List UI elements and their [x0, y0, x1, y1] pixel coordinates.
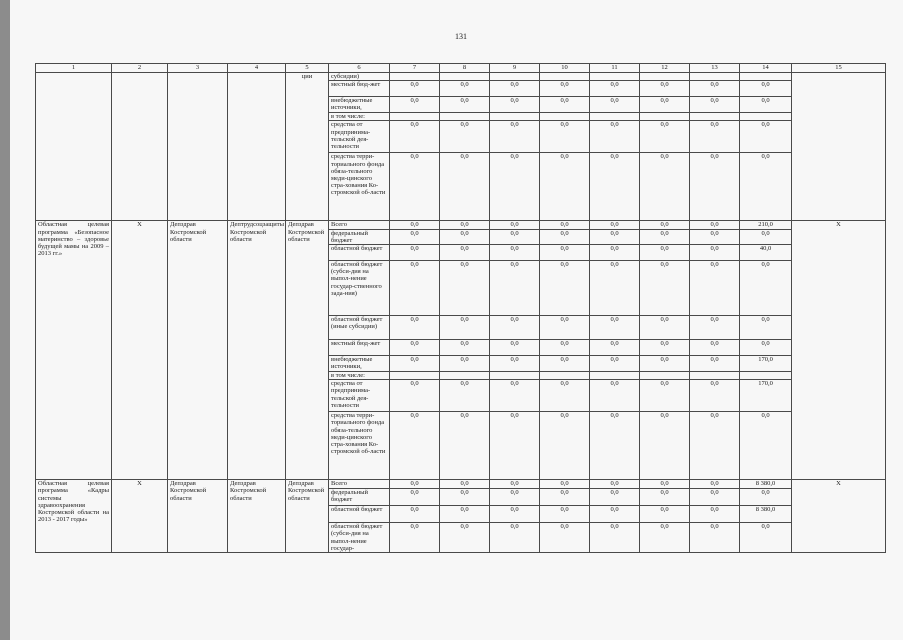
value-cell: 0,0 — [540, 489, 590, 506]
value-cell: 0,0 — [440, 261, 490, 316]
value-cell: 0,0 — [390, 480, 440, 489]
column-header-14: 14 — [740, 64, 792, 73]
value-cell: 0,0 — [440, 523, 490, 553]
funding-source-label: средства терри-ториального фонда обяза-тельного меди-цинского стра-хования Ко-стромской об-ласти — [329, 412, 390, 480]
value-cell: 0,0 — [390, 121, 440, 153]
blank-cell — [228, 73, 286, 221]
value-cell — [440, 372, 490, 380]
column-header-2: 2 — [112, 64, 168, 73]
funding-source-label: федеральный бюджет — [329, 229, 390, 244]
responsible-cell: Депздрав Костромской области — [286, 221, 329, 480]
funding-source-label: федеральный бюджет — [329, 489, 390, 506]
value-cell: 0,0 — [690, 221, 740, 229]
header-row — [36, 64, 886, 73]
value-cell — [690, 73, 740, 81]
funding-source-label: в том числе: — [329, 372, 390, 380]
value-cell: 0,0 — [490, 480, 540, 489]
value-cell: 0,0 — [590, 380, 640, 412]
funding-source-label: средства терри-ториального фонда обяза-тельного меди-цинского стра-хования Ко-стромской об-ласти — [329, 153, 390, 221]
value-cell: 0,0 — [540, 229, 590, 244]
funding-source-label: областной бюджет (субси-дия на выпол-нение государ-ственного зада-ния) — [329, 261, 390, 316]
column-header-8: 8 — [440, 64, 490, 73]
funding-source-label: Всего — [329, 221, 390, 229]
executor-cell: Депздрав Костромской области — [228, 480, 286, 553]
value-cell: 0,0 — [640, 229, 690, 244]
value-cell: 170,0 — [740, 356, 792, 372]
value-cell: 0,0 — [440, 489, 490, 506]
value-cell: 0,0 — [390, 261, 440, 316]
value-cell: 0,0 — [640, 245, 690, 261]
value-cell: 0,0 — [540, 523, 590, 553]
value-cell: 0,0 — [590, 480, 640, 489]
value-cell — [690, 372, 740, 380]
value-cell: 0,0 — [490, 153, 540, 221]
column-header-15: 15 — [792, 64, 886, 73]
column-header-6: 6 — [329, 64, 390, 73]
value-cell: 0,0 — [590, 245, 640, 261]
value-cell — [740, 372, 792, 380]
value-cell: 0,0 — [740, 489, 792, 506]
value-cell: 40,0 — [740, 245, 792, 261]
value-cell: 0,0 — [640, 261, 690, 316]
funding-source-label: областной бюджет (субси-дия на выпол-нение государ- — [329, 523, 390, 553]
value-cell: 0,0 — [440, 245, 490, 261]
value-cell: 0,0 — [440, 340, 490, 356]
value-cell: 0,0 — [390, 153, 440, 221]
value-cell — [640, 113, 690, 121]
value-cell: 0,0 — [590, 229, 640, 244]
value-cell: 0,0 — [540, 97, 590, 113]
value-cell: 0,0 — [390, 245, 440, 261]
value-cell — [590, 372, 640, 380]
value-cell — [540, 113, 590, 121]
value-cell: 0,0 — [440, 81, 490, 97]
value-cell — [640, 73, 690, 81]
value-cell: 0,0 — [390, 489, 440, 506]
value-cell: 0,0 — [440, 97, 490, 113]
value-cell: 0,0 — [740, 316, 792, 340]
value-cell: 0,0 — [740, 523, 792, 553]
column-header-1: 1 — [36, 64, 112, 73]
value-cell: 0,0 — [640, 340, 690, 356]
value-cell: 0,0 — [690, 506, 740, 523]
value-cell: 0,0 — [740, 153, 792, 221]
value-cell: 0,0 — [590, 523, 640, 553]
value-cell: 0,0 — [390, 221, 440, 229]
value-cell: 0,0 — [490, 506, 540, 523]
value-cell: 0,0 — [490, 229, 540, 244]
value-cell: 0,0 — [690, 245, 740, 261]
program-name: Областная целевая программа «Кадры системы здравоохранения Костромской области на 2013 - 2017 годы» — [36, 480, 112, 553]
value-cell: 0,0 — [490, 121, 540, 153]
value-cell — [690, 113, 740, 121]
value-cell: 0,0 — [690, 229, 740, 244]
value-cell: 0,0 — [390, 523, 440, 553]
value-cell: 0,0 — [490, 245, 540, 261]
value-cell: 0,0 — [640, 81, 690, 97]
column-header-3: 3 — [168, 64, 228, 73]
responsible-cell: Депздрав Костромской области — [286, 480, 329, 553]
column-header-11: 11 — [590, 64, 640, 73]
value-cell: 0,0 — [640, 380, 690, 412]
customer-cell: Депздрав Костромской области — [168, 221, 228, 480]
value-cell: 0,0 — [590, 489, 640, 506]
x-mark: Х — [112, 221, 168, 480]
value-cell: 0,0 — [440, 229, 490, 244]
value-cell: 0,0 — [540, 380, 590, 412]
value-cell: 0,0 — [690, 480, 740, 489]
value-cell: 0,0 — [540, 261, 590, 316]
funding-source-label: субсидии) — [329, 73, 390, 81]
value-cell: 0,0 — [640, 153, 690, 221]
value-cell: 0,0 — [590, 81, 640, 97]
value-cell: 0,0 — [740, 229, 792, 244]
value-cell: 0,0 — [590, 121, 640, 153]
value-cell — [390, 372, 440, 380]
value-cell: 0,0 — [490, 221, 540, 229]
value-cell: 0,0 — [390, 316, 440, 340]
value-cell: 0,0 — [640, 480, 690, 489]
value-cell: 0,0 — [640, 356, 690, 372]
document-page — [10, 0, 903, 640]
value-cell: 0,0 — [490, 380, 540, 412]
value-cell — [490, 113, 540, 121]
value-cell: 0,0 — [390, 380, 440, 412]
value-cell: 0,0 — [640, 97, 690, 113]
value-cell — [440, 113, 490, 121]
value-cell: 0,0 — [590, 506, 640, 523]
blank-cell — [168, 73, 228, 221]
value-cell: 0,0 — [690, 81, 740, 97]
value-cell: 0,0 — [540, 480, 590, 489]
x-mark: Х — [792, 221, 886, 480]
value-cell — [590, 73, 640, 81]
funding-source-label: внебюджетные источники, — [329, 356, 390, 372]
funding-source-label: местный бюд-жет — [329, 81, 390, 97]
value-cell: 0,0 — [490, 489, 540, 506]
value-cell — [490, 372, 540, 380]
value-cell: 0,0 — [740, 97, 792, 113]
funding-source-label: Всего — [329, 480, 390, 489]
value-cell: 0,0 — [540, 81, 590, 97]
responsible-cell: ции — [286, 73, 329, 221]
table-row — [36, 73, 886, 81]
funding-source-label: областной бюджет — [329, 506, 390, 523]
value-cell: 0,0 — [490, 412, 540, 480]
value-cell: 0,0 — [390, 340, 440, 356]
column-header-5: 5 — [286, 64, 329, 73]
value-cell: 0,0 — [440, 356, 490, 372]
table-row — [36, 480, 886, 489]
value-cell: 0,0 — [540, 245, 590, 261]
value-cell: 0,0 — [590, 261, 640, 316]
value-cell: 0,0 — [490, 340, 540, 356]
value-cell: 0,0 — [390, 356, 440, 372]
value-cell: 0,0 — [390, 97, 440, 113]
value-cell: 0,0 — [740, 412, 792, 480]
page-number: 131 — [455, 32, 467, 41]
value-cell: 0,0 — [690, 523, 740, 553]
value-cell: 0,0 — [640, 489, 690, 506]
value-cell: 0,0 — [540, 153, 590, 221]
value-cell: 0,0 — [740, 261, 792, 316]
value-cell: 0,0 — [490, 356, 540, 372]
value-cell: 0,0 — [440, 316, 490, 340]
value-cell: 0,0 — [590, 340, 640, 356]
value-cell: 0,0 — [540, 316, 590, 340]
value-cell: 0,0 — [440, 153, 490, 221]
value-cell — [440, 73, 490, 81]
value-cell: 0,0 — [540, 356, 590, 372]
value-cell: 0,0 — [540, 121, 590, 153]
value-cell: 0,0 — [590, 97, 640, 113]
value-cell — [590, 113, 640, 121]
value-cell — [740, 73, 792, 81]
value-cell: 0,0 — [390, 412, 440, 480]
value-cell: 0,0 — [490, 316, 540, 340]
value-cell: 0,0 — [490, 261, 540, 316]
funding-source-label: местный бюд-жет — [329, 340, 390, 356]
budget-table — [35, 63, 886, 553]
value-cell: 0,0 — [440, 221, 490, 229]
value-cell: 0,0 — [590, 316, 640, 340]
value-cell: 8 380,0 — [740, 506, 792, 523]
value-cell: 0,0 — [540, 506, 590, 523]
funding-source-label: в том числе: — [329, 113, 390, 121]
column-header-4: 4 — [228, 64, 286, 73]
customer-cell: Депздрав Костромской области — [168, 480, 228, 553]
column-header-13: 13 — [690, 64, 740, 73]
program-name: Областная целевая программа «Безопасное материнство – здоровье будущей мамы на 2009 – 2013 гг.» — [36, 221, 112, 480]
value-cell: 0,0 — [640, 316, 690, 340]
value-cell: 0,0 — [440, 412, 490, 480]
funding-source-label: областной бюджет — [329, 245, 390, 261]
value-cell: 0,0 — [440, 480, 490, 489]
value-cell: 8 380,0 — [740, 480, 792, 489]
value-cell: 0,0 — [690, 340, 740, 356]
value-cell: 0,0 — [440, 506, 490, 523]
value-cell — [740, 113, 792, 121]
value-cell — [390, 73, 440, 81]
value-cell: 0,0 — [690, 153, 740, 221]
value-cell: 0,0 — [740, 121, 792, 153]
value-cell: 0,0 — [740, 81, 792, 97]
value-cell: 0,0 — [440, 380, 490, 412]
column-header-10: 10 — [540, 64, 590, 73]
value-cell: 0,0 — [640, 506, 690, 523]
value-cell: 170,0 — [740, 380, 792, 412]
value-cell: 0,0 — [490, 523, 540, 553]
column-header-9: 9 — [490, 64, 540, 73]
value-cell: 0,0 — [690, 380, 740, 412]
value-cell: 0,0 — [490, 97, 540, 113]
table-row — [36, 221, 886, 229]
value-cell: 0,0 — [640, 412, 690, 480]
value-cell: 0,0 — [590, 412, 640, 480]
blank-cell — [112, 73, 168, 221]
value-cell: 0,0 — [390, 506, 440, 523]
value-cell: 0,0 — [440, 121, 490, 153]
value-cell: 0,0 — [590, 153, 640, 221]
value-cell: 0,0 — [590, 221, 640, 229]
value-cell — [540, 73, 590, 81]
executor-cell: Дептрудсоцзащиты Костромской области — [228, 221, 286, 480]
value-cell: 0,0 — [390, 81, 440, 97]
value-cell: 0,0 — [540, 221, 590, 229]
funding-source-label: областной бюджет (иные субсидии) — [329, 316, 390, 340]
funding-source-label: внебюджетные источники, — [329, 97, 390, 113]
value-cell: 0,0 — [590, 356, 640, 372]
blank-cell — [792, 73, 886, 221]
column-header-7: 7 — [390, 64, 440, 73]
value-cell: 0,0 — [690, 316, 740, 340]
value-cell: 0,0 — [690, 97, 740, 113]
value-cell: 0,0 — [690, 412, 740, 480]
value-cell: 0,0 — [640, 221, 690, 229]
value-cell — [640, 372, 690, 380]
value-cell — [540, 372, 590, 380]
blank-cell — [36, 73, 112, 221]
value-cell: 0,0 — [690, 261, 740, 316]
value-cell: 0,0 — [390, 229, 440, 244]
value-cell — [490, 73, 540, 81]
funding-source-label: средства от предпринима-тельской дея-тельности — [329, 380, 390, 412]
value-cell: 0,0 — [540, 412, 590, 480]
value-cell: 0,0 — [540, 340, 590, 356]
funding-source-label: средства от предпринима-тельской дея-тельности — [329, 121, 390, 153]
value-cell: 0,0 — [640, 523, 690, 553]
value-cell: 0,0 — [690, 356, 740, 372]
value-cell: 0,0 — [690, 121, 740, 153]
value-cell: 0,0 — [640, 121, 690, 153]
value-cell: 0,0 — [690, 489, 740, 506]
x-mark: Х — [112, 480, 168, 553]
value-cell: 0,0 — [490, 81, 540, 97]
column-header-12: 12 — [640, 64, 690, 73]
x-mark: Х — [792, 480, 886, 553]
value-cell — [390, 113, 440, 121]
value-cell: 0,0 — [740, 340, 792, 356]
value-cell: 210,0 — [740, 221, 792, 229]
